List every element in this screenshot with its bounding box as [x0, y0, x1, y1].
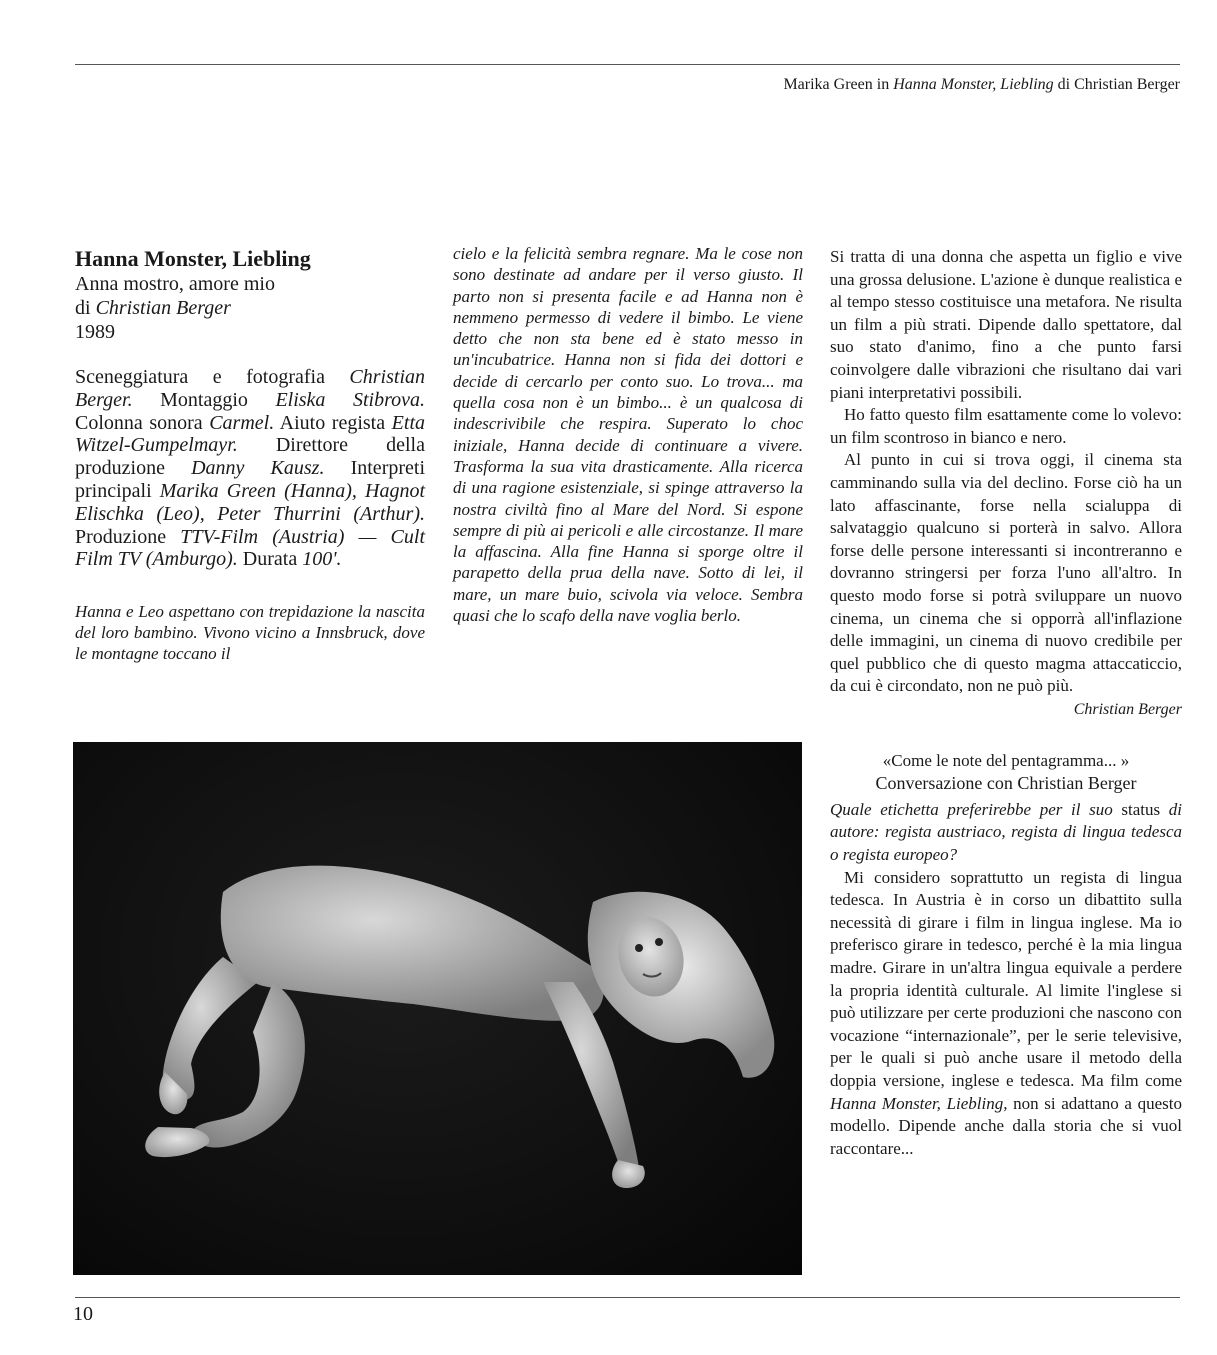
text-run: TTV-Film (Austria) — Cult Film TV (Amburgo). [75, 525, 426, 571]
interview-title: «Come le note del pentagramma... » [882, 750, 1130, 770]
statement-paragraph: Si tratta di una donna che aspetta un figlio e vive una grossa delusione. L'azione è dunque realistica e al tempo stesso costituisce una metafora. Ne risulta un film a più strati. Dipende dallo spettatore, dal suo stato d'animo, fino a che punto farsi coinvolgere dalle vibrazioni che risultano dai vari piani interpretativi possibili. [830, 247, 1182, 402]
interview-subtitle: Conversazione con Christian Berger [875, 772, 1137, 793]
film-credits [75, 366, 425, 571]
interview-answer [830, 867, 1182, 1161]
text-run: Colonna sonora [75, 411, 210, 434]
film-still-photo [73, 742, 802, 1275]
film-italian-title: Anna mostro, amore mio [75, 273, 275, 295]
text-run: Produzione [75, 525, 181, 548]
text-run: Direttore della produzione [75, 434, 425, 480]
text-run: Sceneggiatura e fotografia [75, 366, 350, 388]
text-run: non si adattano a questo modello. Dipende anche dalla storia che si vuol raccontare... [830, 1093, 1182, 1158]
top-rule [75, 64, 1180, 65]
text-run: Quale etichetta preferirebbe per il suo [830, 799, 1113, 819]
film-still-illustration [73, 742, 802, 1275]
text-run: Mi considero soprattutto un regista di lingua tedesca. In Austria è in corso un dibattito sulla necessità di girare i film in lingua inglese. Ma io preferisco girare in tedesco, perché è la mia lingua madre. Girare in un'altra lingua equivale a perdere la propria identità culturale. Al limite l'inglese si può utilizzare per certe produzioni che nascono con vocazione “internazionale”, per le serie televisive, per le quali si può anche usare il metodo della doppia versione, inglese e tedesca. Ma film come [830, 867, 1182, 1090]
text-run: di autore: regista austriaco, regista di lingua tedesca o regista europeo? [830, 799, 1182, 865]
text-run: Christian Berger. [75, 366, 425, 411]
text-run: Montaggio [132, 388, 276, 411]
text-run: 100'. [302, 548, 342, 571]
film-year: 1989 [75, 321, 115, 343]
text-run: Interpreti principali [75, 457, 425, 502]
text-run: Eliska Stibrova. [275, 388, 425, 411]
film-info-column [75, 246, 425, 664]
synopsis-part-2: cielo e la felicità sembra regnare. Ma le cose non sono destinate ad andare per il verso giusto. Il parto non si presenta facile e ad Hanna non è nemmeno permesso di vedere il bimbo. Le viene detto che non sta bene ed è stato messo in un'incubatrice. Hanna non si fida dei dottori e decide di cercarlo per conto suo. Lo trova... ma quella cosa non è un bimbo... è un qualcosa di indescrivibile che respira. Superato lo choc iniziale, Hanna decide di continuare a vivere. Trasforma la sua vita drasticamente. Alla ricerca di una ragione esistenziale, si spinge attraverso la nostra civiltà fino al Mare del Nord. Si espone sempre di più ai pericoli e alle circostanze. Il mare la affascina. Alla fine Hanna si sporge oltre il parapetto della prua della nave. Sotto di lei, il mare, un mare buio, scivola via veloce. Sembra quasi che lo scafo della nave voglia berlo. [453, 244, 803, 626]
text-run: Hanna Monster, Liebling, [830, 1093, 1008, 1113]
interview-question [830, 799, 1182, 867]
statement-signature: Christian Berger [1073, 700, 1182, 718]
text-run: Carmel. [209, 411, 275, 434]
film-director: di Christian Berger [75, 297, 231, 319]
page-number: 10 [73, 1303, 93, 1325]
statement-paragraph: Al punto in cui si trova oggi, il cinema sta camminando sulla via del declino. Forse ciò ha un lato affascinante, forse nella scialuppa di salvataggio qualcuno si porterà in salvo. Allora forse delle persone interessanti si incontreranno e dovranno stringersi per forza l'uno all'altro. In questo modo forse si potrà sviluppare un nuovo cinema, un cinema che si opporrà all'inflazione delle immagini, un cinema di nuovo credibile per quel pubblico che di questo magma attaccaticcio, da cui è circondato, non ne può più. [830, 450, 1182, 696]
text-run: Danny Kausz. [191, 457, 325, 480]
synopsis-part-1: Hanna e Leo aspettano con trepidazione la nascita del loro bambino. Vivono vicino a Innsbruck, dove le montagne toccano il [75, 602, 425, 664]
text-run: status [1112, 799, 1169, 819]
photo-caption: Marika Green in Hanna Monster, Liebling di Christian Berger [783, 76, 1180, 93]
text-run: Aiuto regista [274, 411, 392, 434]
text-run: Durata [237, 548, 303, 571]
film-title: Hanna Monster, Liebling [75, 246, 311, 271]
text-run: Etta Witzel-Gumpelmayr. [75, 411, 426, 457]
statement-column [830, 246, 1182, 1160]
bottom-rule [75, 1297, 1180, 1298]
statement-paragraph: Ho fatto questo film esattamente come lo volevo: un film scontroso in bianco e nero. [830, 405, 1182, 447]
synopsis-column [453, 243, 803, 626]
text-run: Marika Green (Hanna), Hagnot Elischka (Leo), Peter Thurrini (Arthur). [75, 479, 425, 525]
